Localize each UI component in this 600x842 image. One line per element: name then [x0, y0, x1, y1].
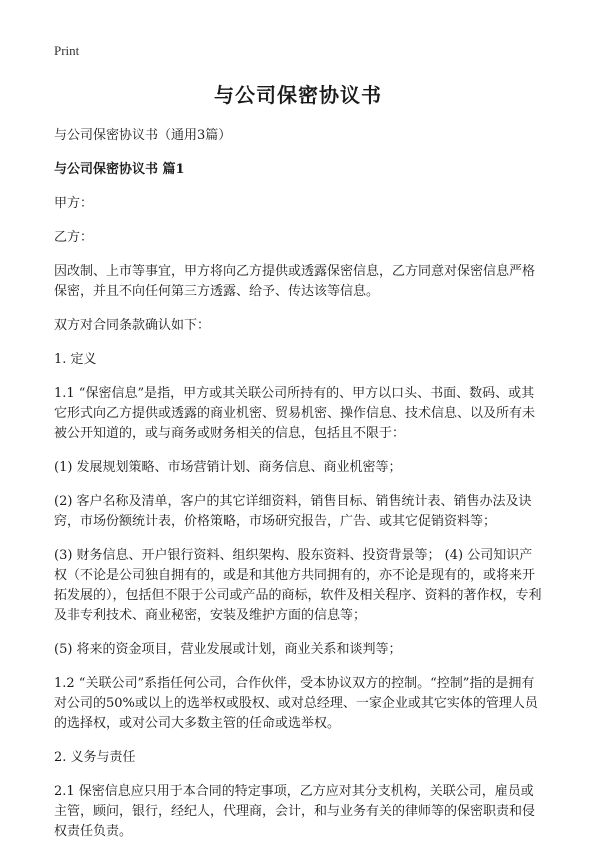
list-item-3-4: (3) 财务信息、开户银行资料、组织架构、股东资料、投资背景等； (4) 公司知识产权（不论是公司独自拥有的，或是和其他方共同拥有的，亦不论是现有的，或将来开拓发展的），包括但不限于公司或产品的商标，软件及相关程序、资料的著作权，专利及非专利技术、商业秘密，安装及维护方面的信息等；: [54, 548, 542, 623]
clause-2-1: 2.1 保密信息应只用于本合同的特定事项，乙方应对其分支机构，关联公司，雇员或主管，顾问，银行，经纪人，代理商，会计，和与业务有关的律师等的保密职责和侵权责任负责。: [54, 784, 536, 839]
section-heading: 与公司保密协议书 篇1: [54, 162, 185, 177]
list-item-2: (2) 客户名称及清单，客户的其它详细资料，销售目标、销售统计表、销售办法及诀窍，市场份额统计表，价格策略，市场研究报告，广告、或其它促销资料等；: [54, 494, 532, 529]
party-b-line: 乙方：: [54, 230, 94, 245]
print-link[interactable]: Print: [54, 43, 80, 58]
clause-1-1: 1.1 “保密信息”是指，甲方或其关联公司所持有的、甲方以口头、书面、数码、或其它形式向乙方提供或透露的商业机密、贸易机密、操作信息、技术信息、以及所有未被公开知道的，或与商务或财务相关的信息，包括且不限于：: [54, 386, 536, 441]
document-subtitle: 与公司保密协议书（通用3篇）: [54, 128, 232, 143]
document-title: 与公司保密协议书: [214, 83, 382, 107]
clause-1-heading: 1. 定义: [54, 352, 97, 367]
party-a-line: 甲方：: [54, 196, 94, 211]
clause-2-heading: 2. 义务与责任: [54, 750, 136, 765]
intro-paragraph: 因改制、上市等事宜，甲方将向乙方提供或透露保密信息，乙方同意对保密信息严格保密，并且不向任何第三方透露、给予、传达该等信息。: [54, 264, 536, 299]
clause-1-2: 1.2 “关联公司”系指任何公司，合作伙伴，受本协议双方的控制。“控制”指的是拥有 对公司的50%或以上的选举权或股权、或对总经理、一家企业或其它实体的管理人员的选择权，或对公司大多数主管的任命或选举权。: [54, 676, 538, 731]
confirm-paragraph: 双方对合同条款确认如下：: [54, 318, 211, 333]
list-item-1: (1) 发展规划策略、市场营销计划、商务信息、商业机密等；: [54, 460, 402, 475]
list-item-5: (5) 将来的资金项目，营业发展或计划，商业关系和谈判等；: [54, 642, 402, 657]
